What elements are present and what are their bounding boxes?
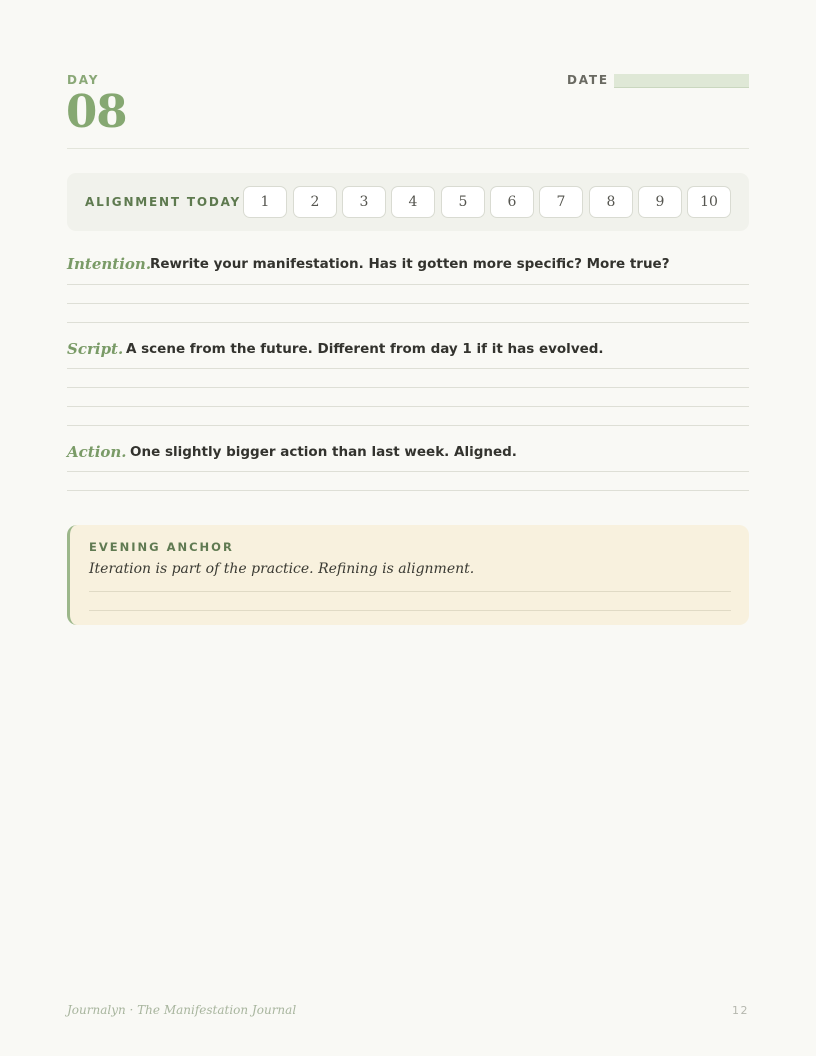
rating-option-9[interactable]: 9 <box>638 186 682 218</box>
intention-title: Intention. <box>67 255 152 273</box>
journal-page <box>66 0 749 577</box>
alignment-rating <box>67 173 749 231</box>
intention-section <box>67 255 749 275</box>
anchor-writing-line-2[interactable] <box>89 610 731 611</box>
script-prompt: A scene from the future. Different from day 1 if it has evolved. <box>126 341 604 357</box>
rating-option-5[interactable]: 5 <box>441 186 485 218</box>
script-writing-line-2[interactable] <box>67 387 749 388</box>
rating-option-7[interactable]: 7 <box>539 186 583 218</box>
script-writing-line-4[interactable] <box>67 425 749 426</box>
alignment-label: ALIGNMENT TODAY <box>85 195 242 209</box>
script-title: Script. <box>67 340 124 358</box>
rating-option-6[interactable]: 6 <box>490 186 534 218</box>
script-writing-line-1[interactable] <box>67 368 749 369</box>
rating-option-1[interactable]: 1 <box>243 186 287 218</box>
intention-writing-line-2[interactable] <box>67 303 749 304</box>
day-number: 08 <box>66 85 127 138</box>
rating-option-10[interactable]: 10 <box>687 186 731 218</box>
action-section <box>67 443 749 463</box>
evening-anchor-card <box>67 525 749 625</box>
date-field[interactable] <box>614 74 749 88</box>
rating-option-2[interactable]: 2 <box>293 186 337 218</box>
date-label: DATE <box>567 73 609 87</box>
intention-writing-line-1[interactable] <box>67 284 749 285</box>
page-header <box>67 0 749 149</box>
evening-anchor-label: EVENING ANCHOR <box>89 540 234 554</box>
day-label: DAY <box>67 73 100 87</box>
action-prompt: One slightly bigger action than last week. Aligned. <box>130 444 517 460</box>
intention-prompt: Rewrite your manifestation. Has it gotten more specific? More true? <box>150 256 670 272</box>
footer-title: Journalyn · The Manifestation Journal <box>67 1003 297 1017</box>
rating-option-8[interactable]: 8 <box>589 186 633 218</box>
evening-anchor-text: Iteration is part of the practice. Refining is alignment. <box>89 561 475 577</box>
rating-option-3[interactable]: 3 <box>342 186 386 218</box>
script-section <box>67 340 749 360</box>
intention-writing-line-3[interactable] <box>67 322 749 323</box>
action-writing-line-2[interactable] <box>67 490 749 491</box>
rating-option-4[interactable]: 4 <box>391 186 435 218</box>
page-number: 12 <box>732 1004 749 1017</box>
script-writing-line-3[interactable] <box>67 406 749 407</box>
action-writing-line-1[interactable] <box>67 471 749 472</box>
anchor-writing-line-1[interactable] <box>89 591 731 592</box>
action-title: Action. <box>67 443 127 461</box>
